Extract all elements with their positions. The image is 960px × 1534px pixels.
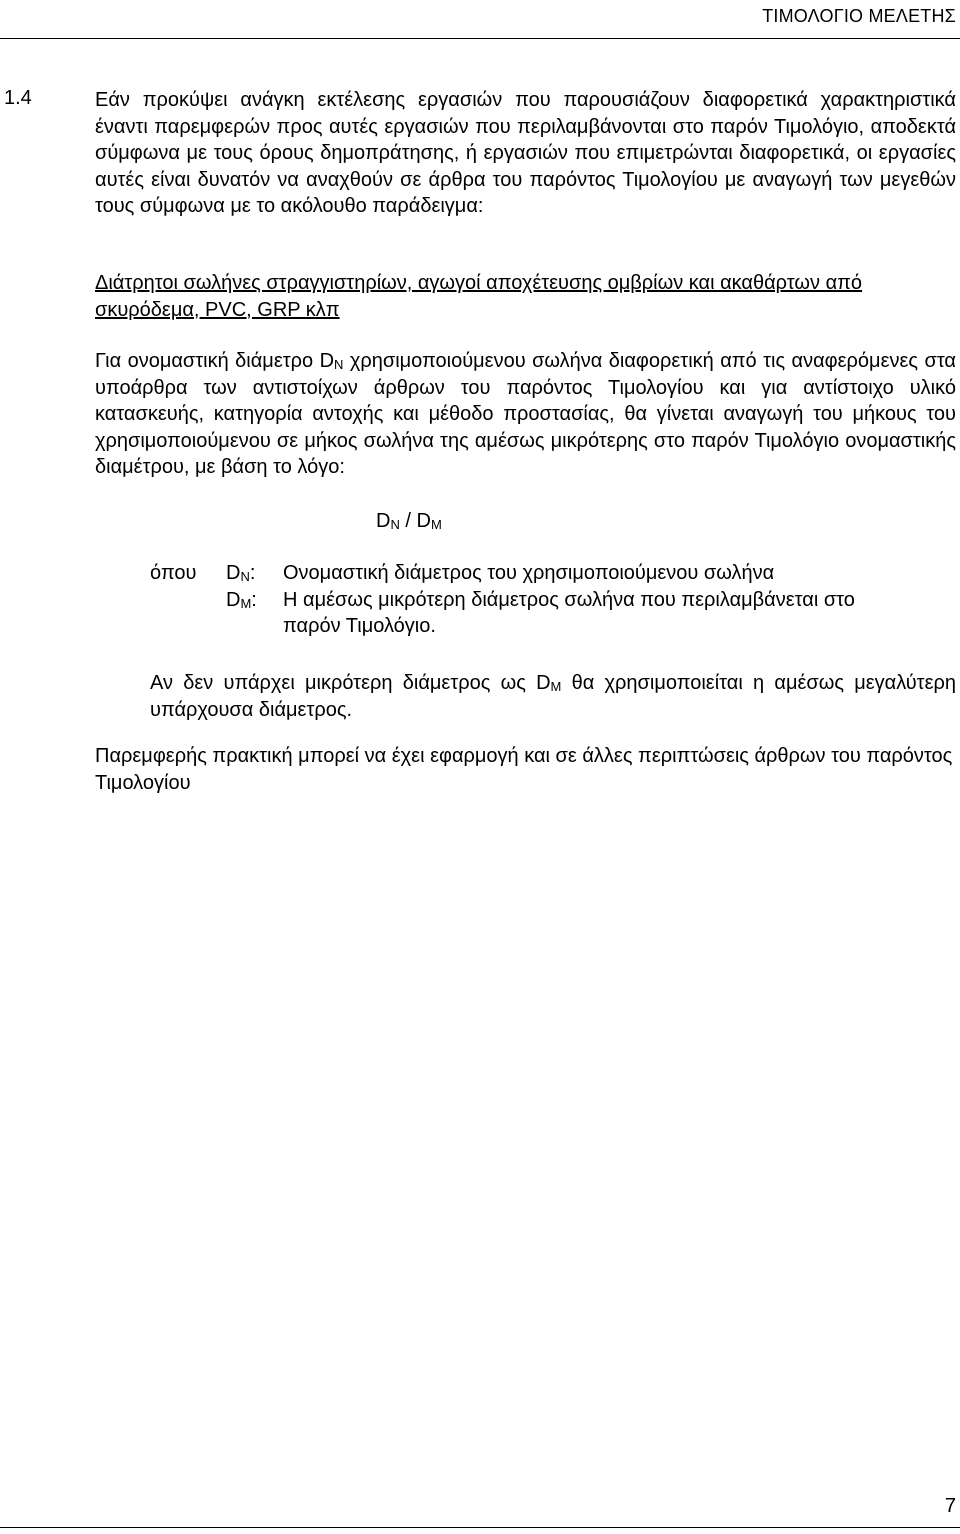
definition-text: Ονομαστική διάμετρος του χρησιμοποιούμενου σωλήνα (283, 562, 775, 584)
diameter-paragraph-rest: χρησιμοποιούμενου σωλήνα διαφορετική από τις αναφερόμενες στα υποάρθρα των αντιστοίχων άρθρων του παρόντος Τιμολογίου και για αντίστοιχο υλικό κατασκευής, κατηγορία αντοχής και μέθοδο προστασίας, θα γίνεται αναγωγή του μήκους του χρησιμοποιούμενου σε μήκος σωλήνα της αμέσως μικρότερης στο παρόν Τιμολόγιο ονομαστικής διαμέτρου, με βάση το λόγο: (95, 350, 956, 478)
subscript-n: N (334, 357, 344, 372)
subscript-m: M (550, 679, 562, 694)
ratio-denominator-subscript: M (430, 517, 442, 532)
where-label: όπου (150, 562, 197, 584)
symbol-colon: : (249, 562, 256, 584)
definition-row (150, 560, 913, 587)
symbol-letter: D (226, 562, 241, 584)
ratio-numerator-subscript: N (390, 517, 400, 532)
diameter-paragraph (95, 348, 956, 481)
fallback-note-rest: θα χρησιμοποιείται η αμέσως μεγαλύτερη υπάρχουσα διάμετρος. (150, 672, 956, 721)
subheading: Διάτρητοι σωλήνες στραγγιστηρίων, αγωγοί αποχέτευσης ομβρίων και ακαθάρτων από σκυρόδεμα, PVC, GRP κλπ (95, 272, 863, 321)
symbol-subscript: N (240, 569, 250, 584)
diameter-paragraph-start: Για ονομαστική διάμετρο D (95, 350, 335, 372)
footer-divider (0, 1527, 960, 1528)
definition-symbol (226, 587, 283, 640)
page-number: 7 (944, 1495, 956, 1517)
ratio-denominator: D (416, 510, 431, 532)
ratio-formula (376, 510, 442, 533)
definition-symbol (226, 560, 283, 587)
where-spacer (150, 587, 226, 640)
fallback-note-start: Αν δεν υπάρχει μικρότερη διάμετρος ως D (150, 672, 551, 694)
section-number: 1.4 (4, 87, 32, 109)
intro-paragraph: Εάν προκύψει ανάγκη εκτέλεσης εργασιών που παρουσιάζουν διαφορετικά χαρακτηριστικά έναντι παρεμφερών προς αυτές εργασιών που περιλαμβάνονται στο παρόν Τιμολόγιο, αποδεκτά σύμφωνα με τους όρους δημοπράτησης, ή εργασιών που επιμετρώνται διαφορετικά, οι εργασίες αυτές είναι δυνατόν να αναχθούν σε άρθρα του παρόντος Τιμολογίου με αναγωγή των μεγεθών τους σύμφωνα με το ακόλουθο παράδειγμα: (95, 89, 956, 217)
symbol-letter: D (226, 588, 241, 611)
symbol-colon: : (251, 588, 257, 611)
header-divider (0, 38, 960, 39)
symbol-subscript: M (240, 595, 252, 611)
ratio-numerator: D (376, 510, 391, 532)
closing-paragraph: Παρεμφερής πρακτική μπορεί να έχει εφαρμογή και σε άλλες περιπτώσεις άρθρων του παρόντος Τιμολογίου (95, 745, 953, 794)
definition-text: Η αμέσως μικρότερη διάμετρος σωλήνα που περιλαμβάνεται στο παρόν Τιμολόγιο. (283, 588, 855, 637)
document-header-title: ΤΙΜΟΛΟΓΙΟ ΜΕΛΕΤΗΣ (762, 6, 956, 26)
definition-row (150, 587, 913, 640)
definitions-table (150, 560, 913, 640)
ratio-separator: / (399, 510, 417, 532)
fallback-note (150, 670, 956, 723)
